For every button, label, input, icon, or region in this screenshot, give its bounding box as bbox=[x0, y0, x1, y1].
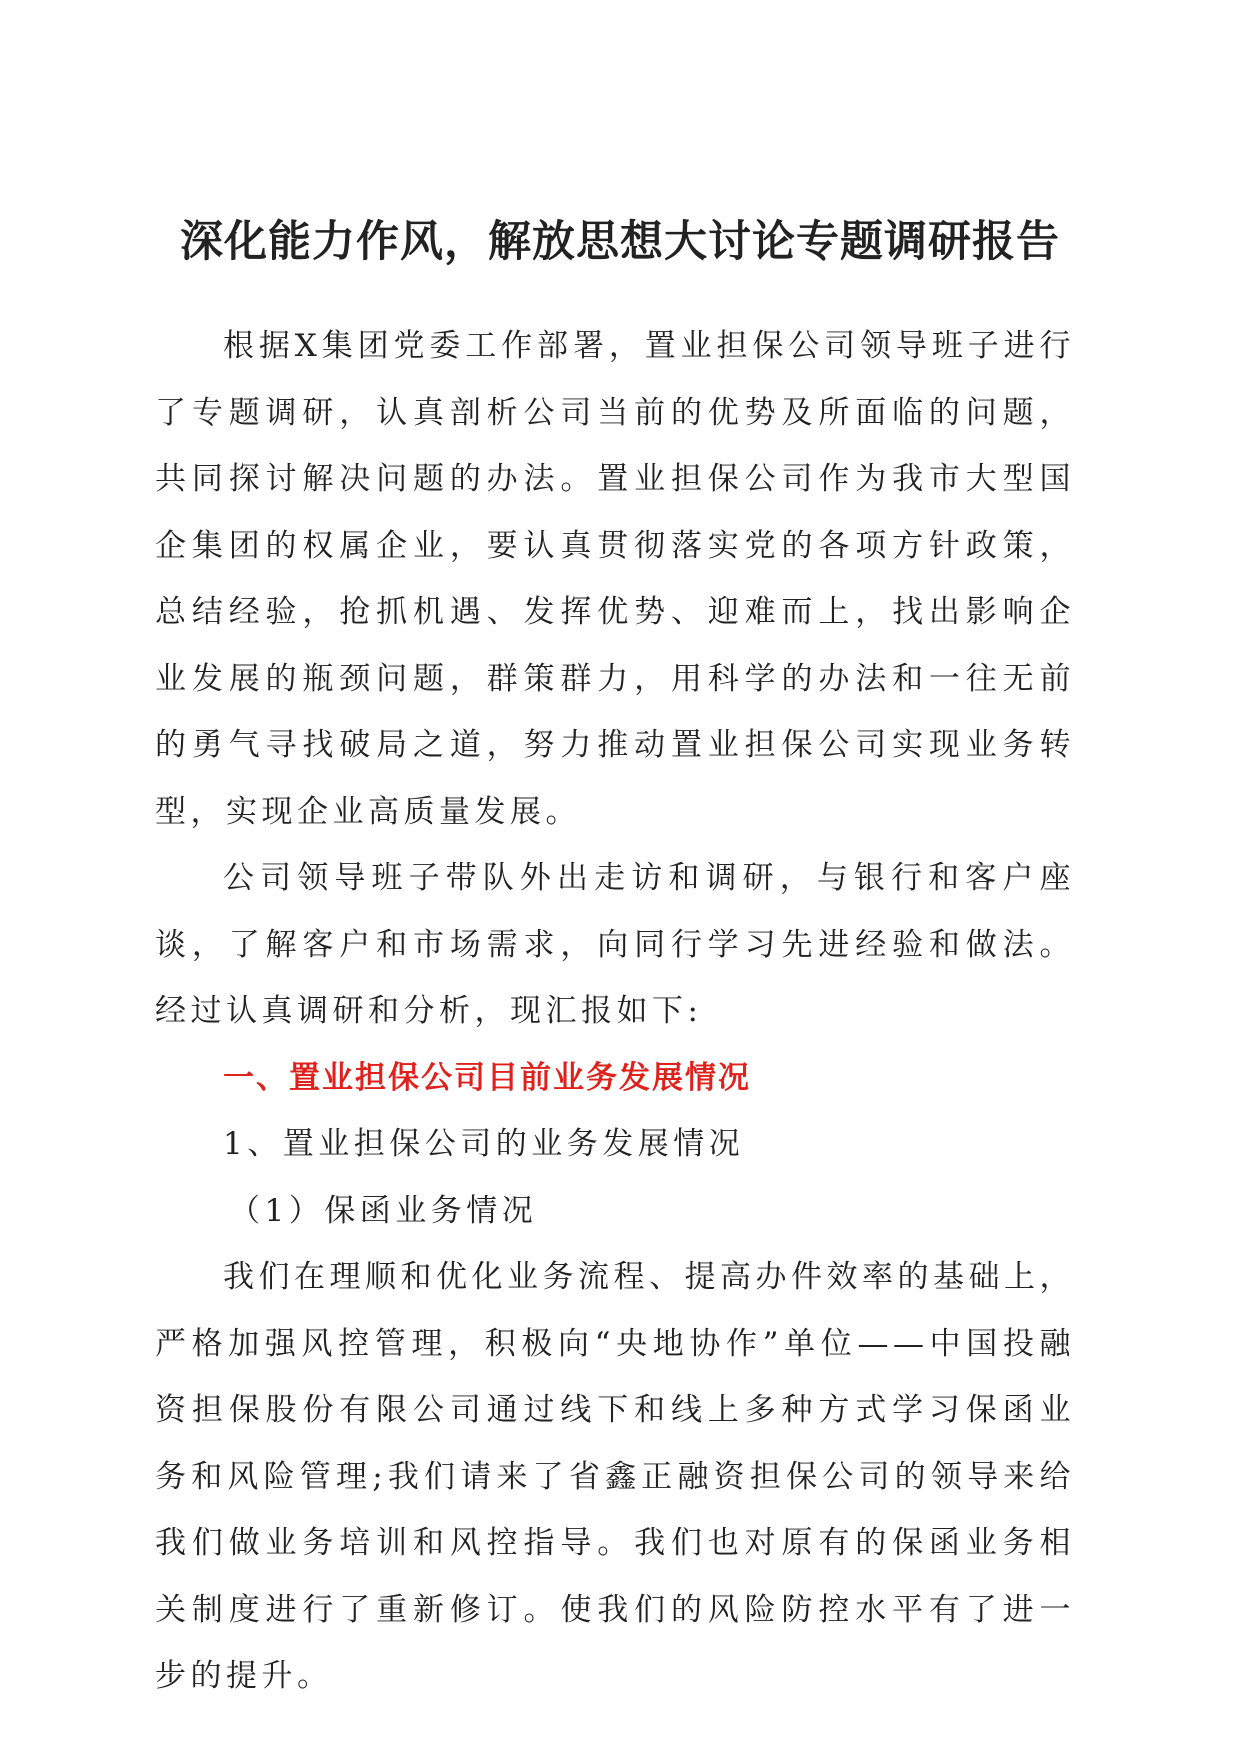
document-body bbox=[155, 313, 1075, 1710]
paragraph-guarantee-business: 我们在理顺和优化业务流程、提高办件效率的基础上，严格加强风控管理，积极向“央地协作”单位——中国投融资担保股份有限公司通过线下和线上多种方式学习保函业务和风险管理;我们请来了省鑫正融资担保公司的领导来给我们做业务培训和风控指导。我们也对原有的保函业务相关制度进行了重新修订。使我们的风险防控水平有了进一步的提升。 bbox=[155, 1259, 1075, 1694]
subsection-heading: 1、置业担保公司的业务发展情况 bbox=[223, 1126, 745, 1162]
subsubsection-heading: （1）保函业务情况 bbox=[229, 1192, 538, 1229]
document-title: 深化能力作风，解放思想大讨论专题调研报告 bbox=[180, 217, 1060, 267]
paragraph-research: 公司领导班子带队外出走访和调研，与银行和客户座谈，了解客户和市场需求，向同行学习先进经验和做法。经过认真调研和分析，现汇报如下: bbox=[155, 860, 1075, 1029]
section-heading: 一、置业担保公司目前业务发展情况 bbox=[223, 1059, 751, 1096]
paragraph-intro: 根据X集团党委工作部署，置业担保公司领导班子进行了专题调研，认真剖析公司当前的优势及所面临的问题，共同探讨解决问题的办法。置业担保公司作为我市大型国企集团的权属企业，要认真贯彻落实党的各项方针政策，总结经验，抢抓机遇、发挥优势、迎难而上，找出影响企业发展的瓶颈问题，群策群力，用科学的办法和一往无前的勇气寻找破局之道，努力推动置业担保公司实现业务转型，实现企业高质量发展。 bbox=[155, 328, 1075, 830]
